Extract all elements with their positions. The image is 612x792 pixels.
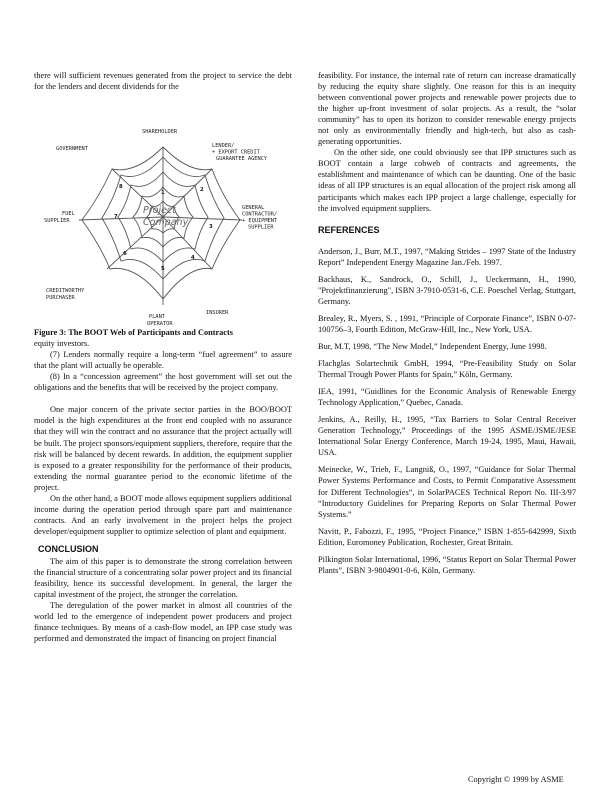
reference-item: IEA, 1991, “Guidlines for the Economic Analysis of Renewable Energy Technology Application,” Quebec, Canada. <box>318 387 576 408</box>
contract-number-2: 2 <box>200 187 204 194</box>
reference-item: Bur, M.T, 1998, “The New Model,” Independent Energy, June 1998. <box>318 341 547 351</box>
body-paragraph: equity investors. <box>34 339 90 349</box>
body-paragraph: feasibility. For instance, the internal rate of return can increase dramatically by reducing the equity share slightly. One reason for this is an inequity between conventional power projects and renewable power projects due to the higher up-front investment of solar projects. As a result, the “solar community” has to open its horizon to consider renewable energy projects not only as environmentally friendly and high-tech, but also as cash-generating opportunities. <box>318 71 576 147</box>
body-paragraph: On the other hand, a BOOT mode allows equipment suppliers additional income during the operation period through spare part and maintenance contracts. And an early involvement in the project helps the project developer/equipment supplier to optimize selection of plant and equipment. <box>34 493 293 536</box>
body-paragraph: One major concern of the private sector parties in the BOO/BOOT model is the high expenditures at the front end coupled with no assurance that they will win the contract and no assurance that the project actually will be built. The project sponsors/equipment suppliers, therefore, require that the risk will be balanced by decent rewards. In addition, the equipment supplier is exposed to a greater responsibility for the performance of their products, extending the normal guarantee period to the economic lifetime of the project. <box>34 405 292 492</box>
reference-item: Meinecke, W., Trieb, F., Langniß, O., 1997, “Guidance for Solar Thermal Power Systems Performance and Costs, to Permit Comparative Assessment for Different Technologies”, in SolarPACES Technical Report No. III-3/97 “Introductory Guidelines for Preparing Reports on Solar Thermal Power Systems.” <box>318 465 576 519</box>
conclusion-paragraph: The aim of this paper is to demonstrate the strong correlation between the financial structure of a concentrating solar power project and its financial feasibility, hence its successful development. In general, the larger the capital investment of the project, the stronger the correlation. <box>34 556 292 600</box>
label-operator-1: PLANT <box>149 314 165 321</box>
center-label-project: Project <box>143 205 176 217</box>
contract-number-7: 7 <box>114 214 118 221</box>
label-contractor-4: SUPPLIER <box>248 224 274 231</box>
body-paragraph: (7) Lenders normally require a long-term “fuel agreement” to assure that the plant will actually be operable. <box>34 350 292 371</box>
boot-web-diagram <box>34 117 292 327</box>
contract-number-4: 4 <box>191 255 195 262</box>
reference-item: Anderson, J., Burr, M.T., 1997, “Making Strides – 1997 State of the Industry Report” Independent Energy Magazine Jan./Feb. 1997. <box>318 246 576 267</box>
reference-item: Jenkins, A., Reilly, H., 1995, “Tax Barriers to Solar Central Receiver Generation Technology,” Proceedings of the 1995 ASME/JSME/JESE International Solar Energy Conference, March 19-24, 1995, Maui, Hawaii, USA. <box>318 415 576 458</box>
references-heading: REFERENCES <box>318 224 380 235</box>
reference-item: Navitt, P., Fabozzi, F., 1995, “Project Finance,” ISBN 1-855-642999, Sixth Edition, Euromoney Publication, Rochester, Great Britain. <box>318 526 576 547</box>
intro-paragraph: there will sufficient revenues generated from the project to service the debt for the lenders and decent dividends for the <box>34 71 292 92</box>
label-operator-2: OPERATOR <box>147 321 173 328</box>
label-purchaser-1: CREDITWORTHY <box>46 288 85 295</box>
reference-item: Pilkington Solar International, 1996, “Status Report on Solar Thermal Power Plants”, ISBN 3-9804901-0-6, Köln, Germany. <box>318 554 576 575</box>
boot-web-figure <box>34 117 292 327</box>
label-fuel-2: SUPPLIER <box>44 218 70 225</box>
left-column <box>34 70 292 644</box>
label-lender-2: + EXPORT CREDIT <box>212 149 260 156</box>
reference-item: Flachglas Solartechnik GmbH, 1994, “Pre-Feasibility Study on Solar Thermal Trough Power Plants for Spain,” Köln, Germany. <box>318 359 576 380</box>
center-label-company: Company <box>143 217 189 229</box>
body-paragraph: On the other side, one could obviously see that IPP structures such as BOOT contain a large cobweb of contracts and agreements, the establishment and maintenance of which can be daunting. One of the basic ideas of all IPP structures is an equal allocation of the project risk among all participants which makes each IPP project a large challenge, especially for the involved equipment suppliers. <box>318 148 576 213</box>
label-shareholder: SHAREHOLDER <box>142 129 178 136</box>
figure-caption: Figure 3: The BOOT Web of Participants and Contracts <box>34 328 233 338</box>
label-government: GOVERNMENT <box>56 146 88 153</box>
contract-number-1: 1 <box>161 190 165 197</box>
label-contractor-2: CONTRACTOR/ <box>242 211 278 218</box>
label-fuel-1: FUEL <box>62 211 75 218</box>
right-column <box>318 70 576 582</box>
label-insurer: INSURER <box>206 310 229 317</box>
label-lender-3: GUARANTEE AGENCY <box>216 156 268 163</box>
conclusion-heading: CONCLUSION <box>38 543 99 554</box>
contract-number-5: 5 <box>161 266 165 273</box>
reference-item: Brealey, R., Myers, S. , 1991, “Principle of Corporate Finance”, ISBN 0-07-100756–3, Fourth Edition, McGraw-Hill, Inc., New York, USA. <box>318 313 576 334</box>
label-contractor-1: GENERAL <box>242 205 265 212</box>
label-purchaser-2: PURCHASER <box>46 295 75 302</box>
label-lender-1: LENDER/ <box>212 143 235 150</box>
body-paragraph: (8) In a “concession agreement” the host government will set out the obligations and the benefits that will be received by the project company. <box>34 372 292 393</box>
contract-number-8: 8 <box>119 184 123 191</box>
reference-item: Backhaus, K., Sandrock, O., Schill, J., Ueckermann, H., 1990, "Projektfinanzierung", ISBN 3-7910-0531-6, C.E. Poeschel Verlag, Stuttgart, Germany. <box>318 274 576 306</box>
contract-number-6: 6 <box>123 251 127 258</box>
contract-number-3: 3 <box>209 224 213 231</box>
copyright-footer: Copyright © 1999 by ASME <box>468 775 564 784</box>
conclusion-paragraph: The deregulation of the power market in almost all countries of the world led to the emergence of independent power producers and project finance techniques. By means of a cash-flow model, an IPP case study was performed and demonstrated the impact of financing on project financial <box>34 601 292 644</box>
label-contractor-3: + EQUIPMENT <box>242 218 278 225</box>
